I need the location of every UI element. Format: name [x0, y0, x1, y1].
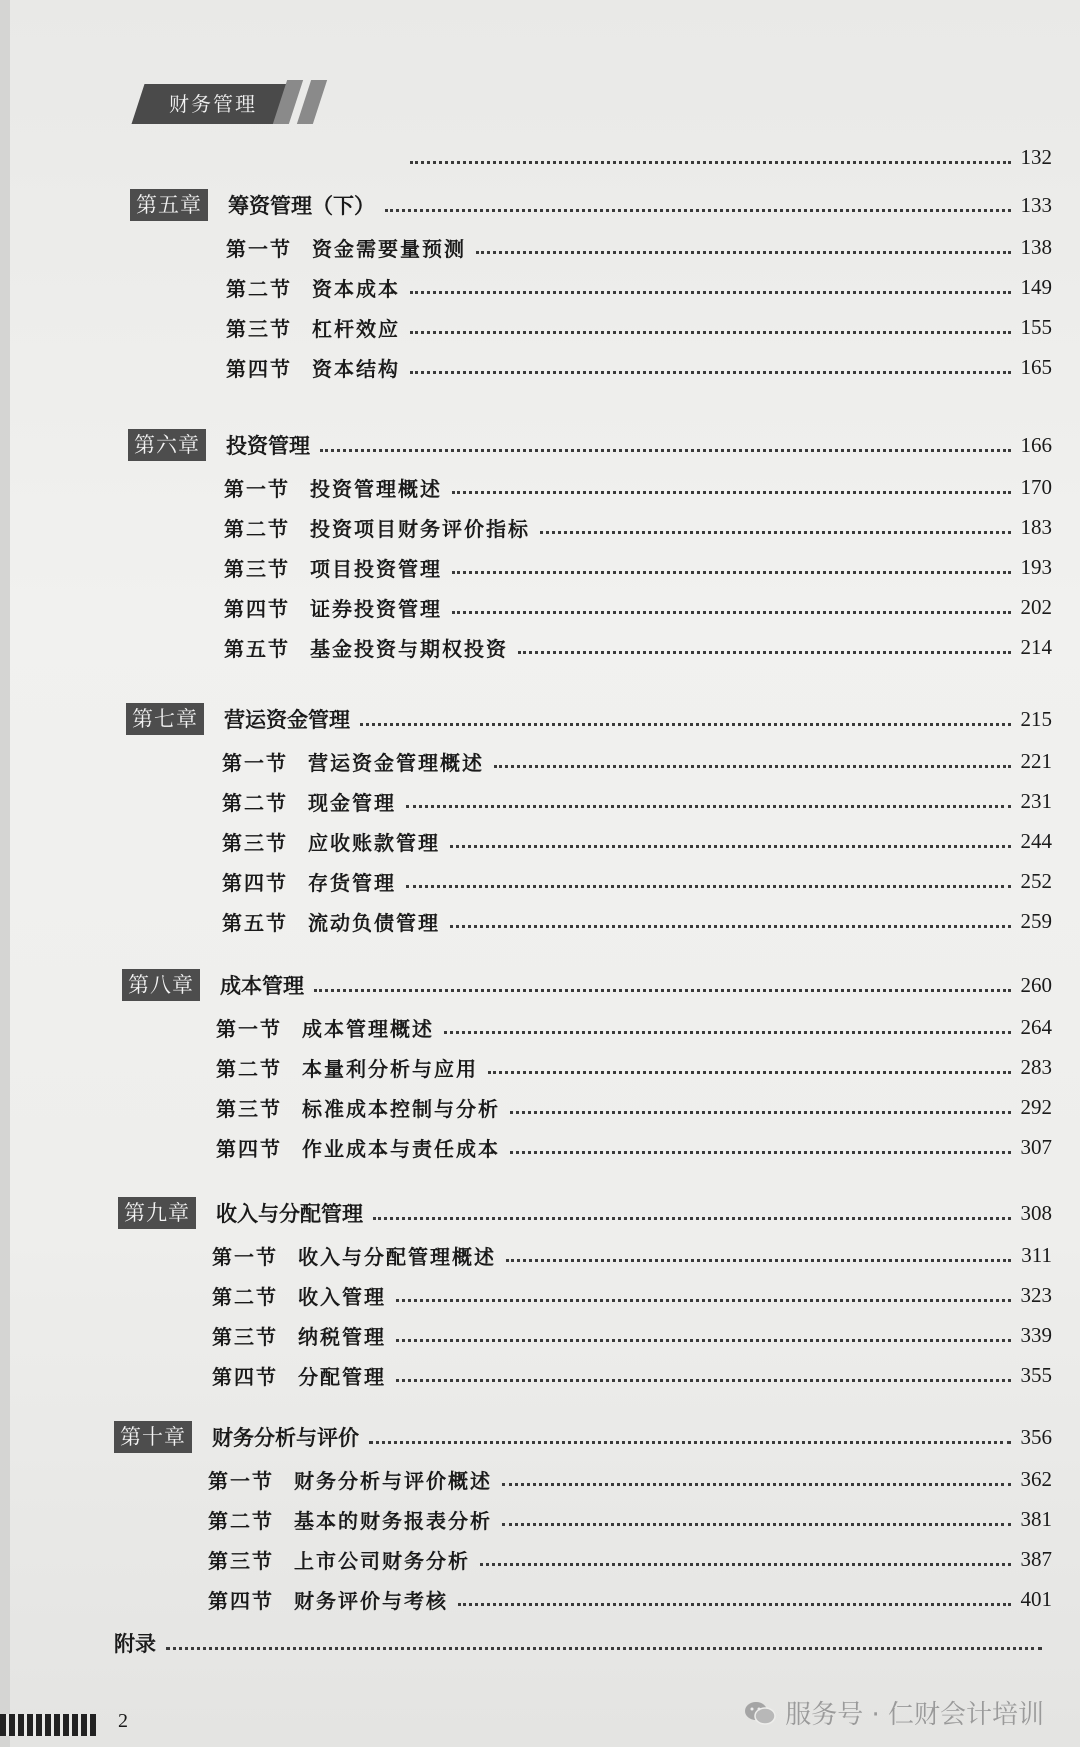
page-number: 149 — [1020, 274, 1052, 299]
page-number: 362 — [1020, 1466, 1052, 1491]
chapter-title: 营运资金管理 — [224, 708, 350, 732]
page-number: 323 — [1020, 1282, 1052, 1307]
section-title: 现金管理 — [308, 790, 396, 815]
toc-section-row[interactable] — [226, 310, 1052, 344]
dot-leader — [410, 147, 1011, 164]
toc-section-row[interactable] — [222, 744, 1052, 778]
section-number: 第四节 — [216, 1136, 282, 1161]
dot-leader — [314, 975, 1011, 992]
page-number: 193 — [1020, 554, 1052, 579]
section-number: 第二节 — [224, 516, 290, 541]
section-number: 第二节 — [216, 1056, 282, 1081]
page-number: 132 — [1020, 144, 1052, 169]
running-header-title: 财务管理 — [169, 92, 257, 116]
page-number: 264 — [1020, 1014, 1052, 1039]
dot-leader — [166, 1633, 1042, 1650]
section-title: 收入与分配管理概述 — [298, 1244, 496, 1269]
section-title: 资本结构 — [312, 356, 400, 381]
section-number: 第四节 — [224, 596, 290, 621]
section-title: 收入管理 — [298, 1284, 386, 1309]
toc-chapter-row[interactable] — [122, 968, 1052, 1002]
page-number: 311 — [1021, 1242, 1052, 1267]
section-number: 第三节 — [222, 830, 288, 855]
chapter-title: 筹资管理（下） — [228, 194, 375, 218]
toc-section-row[interactable] — [212, 1318, 1052, 1352]
toc-section-row[interactable] — [226, 350, 1052, 384]
section-number: 第一节 — [208, 1468, 274, 1493]
toc-chapter-row[interactable] — [126, 702, 1052, 736]
dot-leader — [396, 1285, 1011, 1302]
dot-leader — [476, 237, 1011, 254]
section-number: 第三节 — [226, 316, 292, 341]
section-number: 第一节 — [216, 1016, 282, 1041]
dot-leader — [458, 1589, 1011, 1606]
page-number: 283 — [1020, 1054, 1052, 1079]
section-title: 证券投资管理 — [310, 596, 442, 621]
toc-section-row[interactable] — [212, 1238, 1052, 1272]
page-number: 214 — [1020, 634, 1052, 659]
page-number: 381 — [1020, 1506, 1052, 1531]
section-number: 第二节 — [222, 790, 288, 815]
section-number: 第一节 — [226, 236, 292, 261]
section-title: 作业成本与责任成本 — [302, 1136, 500, 1161]
chapter-title: 财务分析与评价 — [212, 1426, 359, 1450]
section-number: 第二节 — [208, 1508, 274, 1533]
chapter-badge: 第七章 — [126, 703, 204, 735]
toc-section-row[interactable] — [216, 1010, 1052, 1044]
watermark-text: 服务号 · 仁财会计培训 — [785, 1700, 1044, 1730]
page-number: 292 — [1020, 1094, 1052, 1119]
dot-leader — [518, 637, 1011, 654]
dot-leader — [373, 1203, 1011, 1220]
toc-section-row[interactable] — [208, 1542, 1052, 1576]
page-number: 170 — [1020, 474, 1052, 499]
chapter-badge: 第九章 — [118, 1197, 196, 1229]
watermark — [743, 1694, 1044, 1731]
section-title: 基金投资与期权投资 — [310, 636, 508, 661]
toc-chapter-row[interactable] — [130, 188, 1052, 222]
section-title: 营运资金管理概述 — [308, 750, 484, 775]
toc-chapter-row[interactable] — [118, 1196, 1052, 1230]
dot-leader — [406, 791, 1011, 808]
page-number: 401 — [1020, 1586, 1052, 1611]
dot-leader — [510, 1097, 1011, 1114]
chapter-title: 收入与分配管理 — [216, 1202, 363, 1226]
section-number: 第一节 — [224, 476, 290, 501]
dot-leader — [452, 557, 1011, 574]
toc-continued-entry — [400, 142, 1052, 172]
appendix-title: 附录 — [114, 1632, 156, 1656]
dot-leader — [488, 1057, 1011, 1074]
section-title: 上市公司财务分析 — [294, 1548, 470, 1573]
page-number: 138 — [1020, 234, 1052, 259]
section-title: 应收账款管理 — [308, 830, 440, 855]
section-number: 第五节 — [222, 910, 288, 935]
toc-section-row[interactable] — [224, 590, 1052, 624]
page-number: 221 — [1020, 748, 1052, 773]
page-number: 183 — [1020, 514, 1052, 539]
section-title: 标准成本控制与分析 — [302, 1096, 500, 1121]
footer-page-number: 2 — [118, 1710, 128, 1732]
section-number: 第四节 — [226, 356, 292, 381]
section-title: 本量利分析与应用 — [302, 1056, 478, 1081]
section-number: 第一节 — [222, 750, 288, 775]
section-title: 资本成本 — [312, 276, 400, 301]
toc-section-row[interactable] — [208, 1462, 1052, 1496]
dot-leader — [444, 1017, 1011, 1034]
page-number: 260 — [1020, 972, 1052, 997]
page-number: 165 — [1020, 354, 1052, 379]
page-number: 215 — [1020, 706, 1052, 731]
section-number: 第二节 — [226, 276, 292, 301]
page-number: 307 — [1020, 1134, 1052, 1159]
chapter-badge: 第八章 — [122, 969, 200, 1001]
page-number: 355 — [1020, 1362, 1052, 1387]
section-title: 流动负债管理 — [308, 910, 440, 935]
toc-appendix-row[interactable] — [114, 1626, 1052, 1660]
chapter-badge: 第六章 — [128, 429, 206, 461]
toc-section-row[interactable] — [216, 1090, 1052, 1124]
toc-section-row[interactable] — [222, 864, 1052, 898]
section-title: 财务分析与评价概述 — [294, 1468, 492, 1493]
page-number: 387 — [1020, 1546, 1052, 1571]
toc-section-row[interactable] — [224, 630, 1052, 664]
dot-leader — [369, 1427, 1011, 1444]
toc-section-row[interactable] — [212, 1278, 1052, 1312]
section-number: 第三节 — [212, 1324, 278, 1349]
page-number: 308 — [1020, 1200, 1052, 1225]
dot-leader — [396, 1325, 1011, 1342]
section-title: 资金需要量预测 — [312, 236, 466, 261]
toc-section-row[interactable] — [216, 1130, 1052, 1164]
dot-leader — [502, 1469, 1011, 1486]
toc-section-row[interactable] — [226, 270, 1052, 304]
dot-leader — [410, 317, 1011, 334]
toc-section-row[interactable] — [216, 1050, 1052, 1084]
toc-section-row[interactable] — [208, 1582, 1052, 1616]
section-title: 投资项目财务评价指标 — [310, 516, 530, 541]
toc-section-row[interactable] — [224, 510, 1052, 544]
dot-leader — [506, 1245, 1011, 1262]
section-number: 第四节 — [208, 1588, 274, 1613]
page-number: 244 — [1020, 828, 1052, 853]
dot-leader — [452, 597, 1011, 614]
section-title: 投资管理概述 — [310, 476, 442, 501]
header-stripe — [297, 80, 327, 124]
chapter-title: 投资管理 — [226, 434, 310, 458]
dot-leader — [385, 195, 1011, 212]
dot-leader — [494, 751, 1011, 768]
toc-chapter-row[interactable] — [128, 428, 1052, 462]
dot-leader — [450, 831, 1011, 848]
section-title: 项目投资管理 — [310, 556, 442, 581]
dot-leader — [502, 1509, 1011, 1526]
section-number: 第四节 — [212, 1364, 278, 1389]
section-title: 杠杆效应 — [312, 316, 400, 341]
dot-leader — [360, 709, 1011, 726]
section-title: 基本的财务报表分析 — [294, 1508, 492, 1533]
running-header — [132, 84, 295, 124]
dot-leader — [452, 477, 1011, 494]
page-number: 202 — [1020, 594, 1052, 619]
page-number: 231 — [1020, 788, 1052, 813]
page-number: 356 — [1020, 1424, 1052, 1449]
dot-leader — [450, 911, 1011, 928]
section-number: 第二节 — [212, 1284, 278, 1309]
section-title: 纳税管理 — [298, 1324, 386, 1349]
toc-section-row[interactable] — [224, 470, 1052, 504]
section-number: 第三节 — [224, 556, 290, 581]
section-number: 第三节 — [216, 1096, 282, 1121]
section-number: 第五节 — [224, 636, 290, 661]
dot-leader — [320, 435, 1011, 452]
section-title: 财务评价与考核 — [294, 1588, 448, 1613]
page-number: 339 — [1020, 1322, 1052, 1347]
toc-section-row[interactable] — [222, 824, 1052, 858]
dot-leader — [410, 277, 1011, 294]
dot-leader — [396, 1365, 1011, 1382]
dot-leader — [510, 1137, 1011, 1154]
section-title: 成本管理概述 — [302, 1016, 434, 1041]
chapter-badge: 第十章 — [114, 1421, 192, 1453]
page-edge — [0, 0, 10, 1747]
wechat-icon — [743, 1700, 777, 1726]
section-title: 分配管理 — [298, 1364, 386, 1389]
dot-leader — [410, 357, 1011, 374]
section-number: 第三节 — [208, 1548, 274, 1573]
dot-leader — [406, 871, 1011, 888]
page-number: 155 — [1020, 314, 1052, 339]
toc-section-row[interactable] — [222, 904, 1052, 938]
toc-section-row[interactable] — [208, 1502, 1052, 1536]
section-title: 存货管理 — [308, 870, 396, 895]
page-number: 166 — [1020, 432, 1052, 457]
chapter-title: 成本管理 — [220, 974, 304, 998]
toc-section-row[interactable] — [222, 784, 1052, 818]
page-number: 259 — [1020, 908, 1052, 933]
footer-stripe-bar — [0, 1714, 96, 1736]
chapter-badge: 第五章 — [130, 189, 208, 221]
toc-chapter-row[interactable] — [114, 1420, 1052, 1454]
toc-section-row[interactable] — [224, 550, 1052, 584]
section-number: 第四节 — [222, 870, 288, 895]
toc-section-row[interactable] — [226, 230, 1052, 264]
page-number: 252 — [1020, 868, 1052, 893]
dot-leader — [480, 1549, 1011, 1566]
page-number: 133 — [1020, 192, 1052, 217]
toc-section-row[interactable] — [212, 1358, 1052, 1392]
dot-leader — [540, 517, 1011, 534]
section-number: 第一节 — [212, 1244, 278, 1269]
